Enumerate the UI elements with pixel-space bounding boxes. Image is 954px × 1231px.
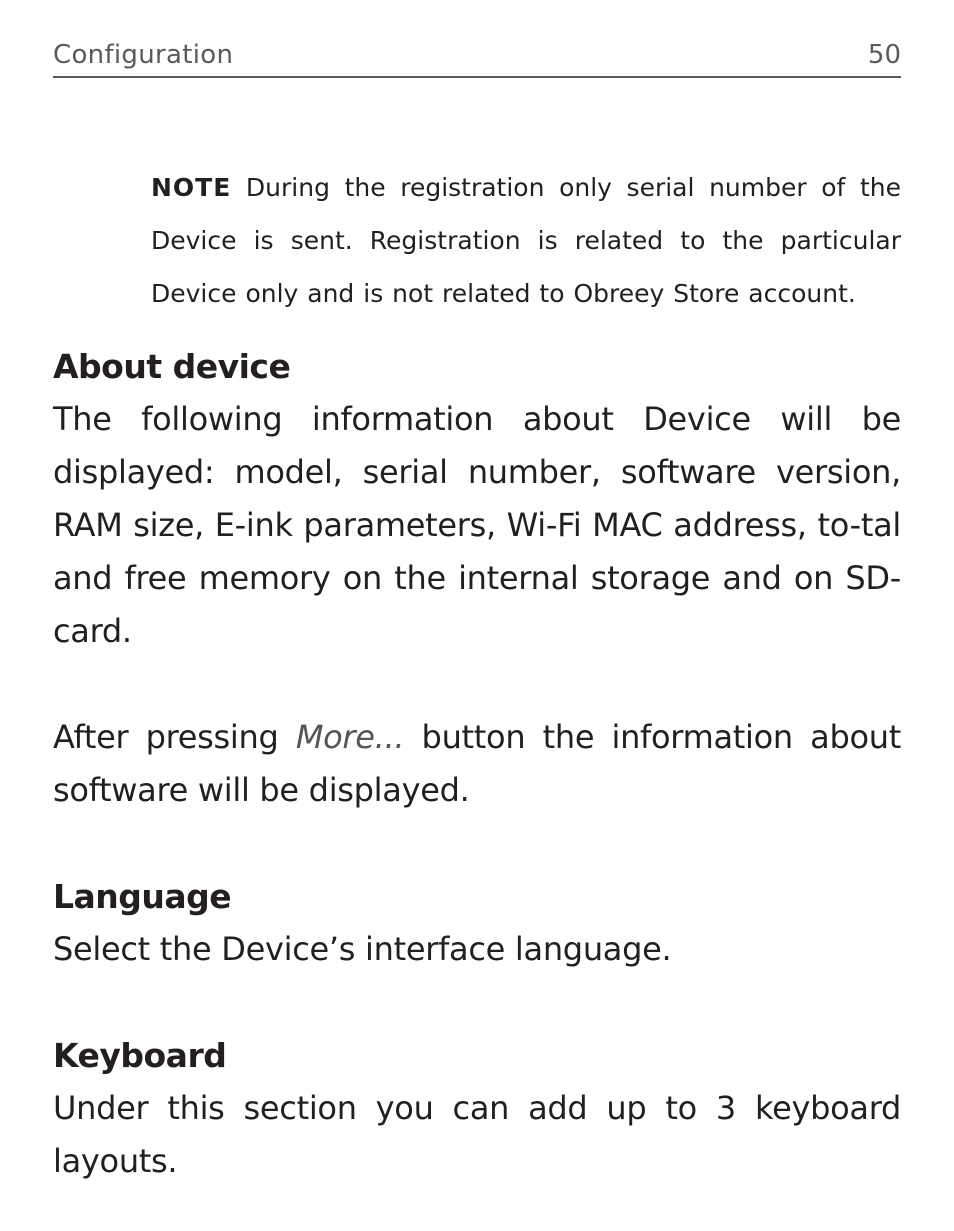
about-device-heading: About device	[53, 347, 291, 386]
paragraph-gap	[53, 658, 901, 711]
section-gap	[53, 976, 901, 1029]
more-button-name: More...	[295, 718, 405, 756]
about-device-paragraph: The following information about Device will be displayed: model, serial number, software version, RAM size, E-ink parameters, Wi-Fi MAC address, to-tal and free memory on the internal storage and on SD-card.	[53, 400, 901, 650]
note-label: NOTE	[151, 173, 232, 202]
keyboard-paragraph: Under this section you can add up to 3 keyboard layouts.	[53, 1089, 901, 1180]
note-block	[151, 161, 901, 320]
language-heading: Language	[53, 877, 232, 916]
header-page-number: 50	[867, 40, 901, 70]
about-device-more-paragraph	[53, 711, 901, 817]
header-section-name: Configuration	[53, 40, 234, 70]
running-header	[53, 38, 901, 78]
main-content	[53, 340, 901, 1188]
more-text-after: button the information about software will be displayed.	[53, 718, 901, 809]
keyboard-heading: Keyboard	[53, 1036, 227, 1075]
note-text: During the registration only serial number of the Device is sent. Registration is related to the particular Device only and is not related to Obreey Store account.	[151, 173, 901, 308]
more-text-before: After pressing	[53, 718, 296, 756]
section-gap	[53, 817, 901, 870]
language-paragraph: Select the Device’s interface language.	[53, 930, 672, 968]
